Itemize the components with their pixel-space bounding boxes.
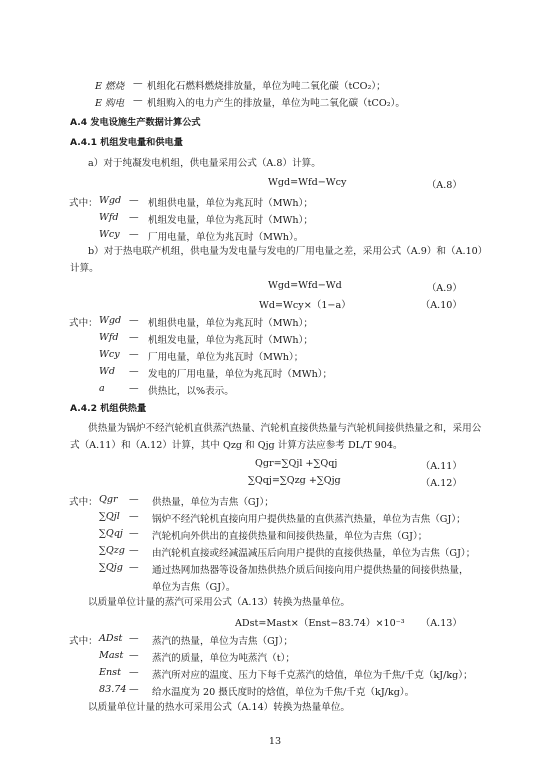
symbol-enst: Enst: [99, 667, 121, 678]
dash: —: [129, 349, 139, 360]
definition-enst: 蒸汽所对应的温度、压力下每千克蒸汽的焓值，单位为千焦/千克（kJ/kg）；: [152, 670, 473, 681]
symbol-8374: 83.74: [99, 684, 127, 695]
dash: —: [129, 195, 139, 206]
section-heading-a42: A.4.2 机组供热量: [70, 403, 147, 414]
where-label: 式中：: [69, 636, 98, 647]
dash: —: [129, 545, 139, 556]
page-number: 13: [268, 736, 282, 747]
definition-e-purchase: 机组购入的电力产生的排放量，单位为吨二氧化碳（tCO₂）。: [147, 98, 405, 109]
symbol-e-purchase: E 购电: [95, 98, 125, 109]
equation-a9: Wgd=Wfd−Wd: [268, 280, 342, 291]
paragraph-a: a）对于纯凝发电机组，供电量采用公式（A.8）计算。: [88, 158, 321, 169]
definition-wgd: 机组供电量，单位为兆瓦时（MWh）；: [148, 198, 313, 209]
symbol-qjg: ∑Qjg: [99, 562, 123, 573]
symbol-mast: Mast: [99, 650, 124, 661]
equation-a8: Wgd=Wfd−Wcy: [268, 177, 347, 188]
symbol-wfd: Wfd: [99, 332, 119, 343]
paragraph-heat-cont: 式（A.11）和（A.12）计算，其中 Qzg 和 Qjg 计算方法应参考 DL/T 904。: [70, 440, 403, 451]
section-heading-a4: A.4 发电设施生产数据计算公式: [70, 117, 201, 128]
dash: —: [133, 78, 143, 89]
symbol-qjl: ∑Qjl: [99, 511, 120, 522]
paragraph-steam: 以质量单位计量的蒸汽可采用公式（A.13）转换为热量单位。: [88, 597, 351, 608]
definition-qgr: 供热量，单位为吉焦（GJ）；: [152, 497, 274, 508]
equation-number-a13: （A.13）: [420, 618, 462, 629]
symbol-e-fuel: E 燃烧: [95, 81, 125, 92]
section-heading-a41: A.4.1 机组发电量和供电量: [70, 137, 183, 148]
definition-mast: 蒸汽的质量，单位为吨蒸汽（t）；: [152, 653, 295, 664]
dash: —: [129, 366, 139, 377]
definition-adst: 蒸汽的热量，单位为吉焦（GJ）；: [152, 636, 294, 647]
where-label: 式中：: [69, 497, 98, 508]
definition-wfd: 机组发电量，单位为兆瓦时（MWh）；: [148, 215, 313, 226]
dash: —: [129, 332, 139, 343]
definition-a: 供热比，以%表示。: [148, 386, 234, 397]
dash: —: [129, 684, 139, 695]
definition-e-fuel: 机组化石燃料燃烧排放量，单位为吨二氧化碳（tCO₂）；: [147, 81, 386, 92]
dash: —: [133, 95, 143, 106]
where-label: 式中：: [69, 198, 98, 209]
symbol-wgd: Wgd: [99, 195, 122, 206]
paragraph-water: 以质量单位计量的热水可采用公式（A.14）转换为热量单位。: [88, 702, 351, 713]
equation-a12: ∑Qqj=∑Qzg +∑Qjg: [248, 475, 341, 486]
definition-wgd: 机组供电量，单位为兆瓦时（MWh）；: [148, 318, 313, 329]
symbol-adst: ADst: [99, 633, 123, 644]
symbol-qqj: ∑Qqj: [99, 528, 123, 539]
equation-a11: Qgr=∑Qjl +∑Qqj: [255, 458, 338, 469]
dash: —: [129, 667, 139, 678]
where-label: 式中：: [69, 318, 98, 329]
definition-qjg: 通过热网加热器等设备加热供热介质后间接向用户提供热量的间接供热量，: [152, 565, 469, 576]
equation-number-a11: （A.11）: [420, 461, 462, 472]
definition-wcy: 厂用电量，单位为兆瓦时（MWh）；: [148, 352, 304, 363]
dash: —: [129, 650, 139, 661]
symbol-qzg: ∑Qzg: [99, 545, 125, 556]
dash: —: [129, 494, 139, 505]
dash: —: [129, 212, 139, 223]
dash: —: [129, 511, 139, 522]
equation-number-a9: （A.9）: [426, 283, 462, 294]
paragraph-b: b）对于热电联产机组，供电量为发电量与发电的厂用电量之差，采用公式（A.9）和（A.10）: [88, 246, 488, 257]
definition-wd: 发电的厂用电量，单位为兆瓦时（MWh）；: [148, 369, 333, 380]
definition-wfd: 机组发电量，单位为兆瓦时（MWh）；: [148, 335, 313, 346]
equation-a13: ADst=Mast×（Enst−83.74）×10⁻³: [235, 618, 405, 629]
paragraph-heat: 供热量为锅炉不经汽轮机直供蒸汽热量、汽轮机直接供热量与汽轮机间接供热量之和，采用公: [88, 423, 482, 434]
dash: —: [129, 633, 139, 644]
dash: —: [129, 229, 139, 240]
definition-qjl: 锅炉不经汽轮机直接向用户提供热量的直供蒸汽热量，单位为吉焦（GJ）；: [152, 514, 466, 525]
symbol-wcy: Wcy: [99, 229, 120, 240]
definition-qjg-cont: 单位为吉焦（GJ）。: [152, 582, 236, 593]
dash: —: [129, 528, 139, 539]
definition-qqj: 汽轮机向外供出的直接供热量和间接供热量，单位为吉焦（GJ）；: [152, 531, 428, 542]
paragraph-b-cont: 计算。: [70, 263, 99, 274]
symbol-wd: Wd: [99, 366, 116, 377]
definition-qzg: 由汽轮机直接或经减温减压后向用户提供的直接供热量，单位为吉焦（GJ）；: [152, 548, 476, 559]
symbol-a: a: [99, 383, 105, 394]
symbol-wfd: Wfd: [99, 212, 119, 223]
symbol-wgd: Wgd: [99, 315, 122, 326]
definition-8374: 给水温度为 20 摄氏度时的焓值，单位为千焦/千克（kJ/kg）。: [152, 687, 415, 698]
equation-number-a10: （A.10）: [420, 300, 462, 311]
definition-wcy: 厂用电量，单位为兆瓦时（MWh）。: [148, 232, 304, 243]
dash: —: [129, 383, 139, 394]
symbol-wcy: Wcy: [99, 349, 120, 360]
dash: —: [129, 562, 139, 573]
dash: —: [129, 315, 139, 326]
equation-number-a8: （A.8）: [426, 180, 462, 191]
symbol-qgr: Qgr: [99, 494, 118, 505]
equation-a10: Wd=Wcy×（1−a）: [259, 300, 351, 311]
equation-number-a12: （A.12）: [420, 478, 462, 489]
